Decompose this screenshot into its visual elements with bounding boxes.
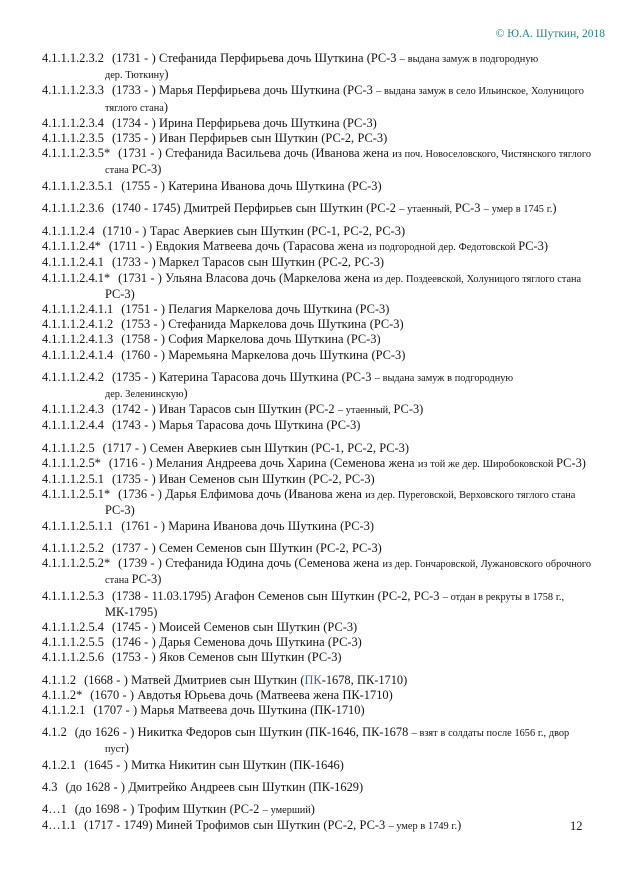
entry-row: [42, 635, 592, 650]
entry-row: [42, 83, 592, 115]
entry-row: [42, 818, 592, 834]
entry-number: 4.1.1.1.2.5.5: [42, 635, 104, 650]
entry-row: [42, 51, 592, 83]
entry-number: 4.1.1.1.2.3.4: [42, 115, 104, 130]
entry-row: [42, 519, 592, 534]
entry-text-run: (до 1626 - ) Никитка Федоров сын Шуткин (ПК-1646, ПК-1678: [74, 725, 412, 740]
entry-text-run: ): [552, 200, 557, 215]
entry-text-run: (1737 - ) Семен Семенов сын Шуткин (РС-2, РС-3): [111, 540, 382, 555]
entry-text-run: (1717 - ) Семен Аверкиев сын Шуткин (РС-1, РС-2, РС-3): [102, 440, 409, 455]
entry-text-run: – выдана замуж в село Ильинское, Холуницого тяглого стана: [105, 86, 584, 114]
entry-row: [42, 418, 592, 433]
entry-text-run: (1733 - ) Марья Перфирьева дочь Шуткина (РС-3: [111, 83, 377, 98]
entry-text-run: – отдан в рекруты в 1758 г.,: [442, 591, 565, 603]
entry-row: [42, 131, 592, 146]
entry-text-run: РС-3): [131, 162, 162, 177]
entry-text-run: (1743 - ) Марья Тарасова дочь Шуткина (РС-3): [111, 418, 361, 433]
entry-text-run: из поч. Новоселовского, Чистянского тяглого стана: [105, 149, 591, 177]
entry-row: [42, 650, 592, 665]
copyright-notice: © Ю.А. Шуткин, 2018: [495, 28, 605, 40]
entry-number: 4.1.1.1.2.4.2: [42, 369, 104, 384]
entry-text-run: (1736 - ) Дарья Елфимова дочь (Иванова жена: [118, 487, 366, 502]
entry-row: [42, 472, 592, 487]
entry-text-run: (1707 - ) Марья Матвеева дочь Шуткина (ПК-1710): [93, 702, 365, 717]
entry-text-run: ): [164, 67, 169, 82]
entry-text-run: (1711 - ) Евдокия Матвеева дочь (Тарасова жена: [108, 239, 368, 254]
entry-text-run: – взят в солдаты после 1656 г., двор пуст: [105, 728, 570, 756]
entry-number: 4.1.1.1.2.3.5*: [42, 146, 111, 161]
entry-text-run: МК-1795): [105, 604, 158, 619]
entry-row: [42, 201, 592, 217]
entry-row: [42, 116, 592, 131]
entry-text-run: ): [163, 99, 168, 114]
entry-text-run: РС-3): [518, 239, 548, 254]
entry-text-run: – умерший: [262, 804, 311, 816]
entry-number: 4.1.1.1.2.3.5: [42, 131, 104, 146]
entry-row: [42, 348, 592, 363]
entry-text-run: ): [310, 801, 315, 816]
entry-row: [42, 802, 592, 818]
entry-number: 4.1.1.1.2.4.3: [42, 402, 104, 417]
entry-row: [42, 620, 592, 635]
entry-row: [42, 302, 592, 317]
entry-number: 4.1.1.1.2.3.6: [42, 200, 104, 215]
entry-row: [42, 179, 592, 194]
entry-text-run: (1742 - ) Иван Тарасов сын Шуткин (РС-2: [111, 402, 338, 417]
entry-number: 4.1.1.1.2.3.3: [42, 83, 104, 98]
entry-number: 4.1.1.1.2.4.4: [42, 418, 104, 433]
entry-text-run: (1739 - ) Стефанида Юдина дочь (Семенова жена: [118, 556, 383, 571]
entry-row: [42, 725, 592, 757]
entry-number: 4.3: [42, 779, 58, 794]
entry-text-run: РС-3): [556, 455, 586, 470]
entry-row: [42, 703, 592, 718]
entry-row: [42, 673, 592, 688]
entry-text-run: из дер. Поздеевской, Холуницого тяглого стана: [373, 273, 582, 285]
entry-row: [42, 224, 592, 239]
entry-text-run: ): [124, 741, 129, 756]
pk-reference-link[interactable]: ПК: [304, 672, 322, 687]
entry-number: 4.1.2: [42, 725, 67, 740]
entry-text-run: (1735 - ) Иван Семенов сын Шуткин (РС-2, РС-3): [111, 472, 375, 487]
entry-text-run: (1738 - 11.03.1795) Агафон Семенов сын Шуткин (РС-2, РС-3: [111, 588, 443, 603]
entry-row: [42, 317, 592, 332]
entry-text-run: (1751 - ) Пелагия Маркелова дочь Шуткина (РС-3): [121, 302, 390, 317]
entry-number: 4.1.1.1.2.4.1.2: [42, 317, 114, 332]
entry-text-run: (1746 - ) Дарья Семенова дочь Шуткина (РС-3): [111, 635, 362, 650]
entry-text-run: (1758 - ) София Маркелова дочь Шуткина (РС-3): [121, 332, 381, 347]
entry-text-run: из подгородной дер. Федотовской: [367, 242, 519, 254]
entry-text-run: (1670 - ) Авдотья Юрьева дочь (Матвеева жена ПК-1710): [90, 687, 393, 702]
entry-text-run: РС-3): [131, 572, 162, 587]
entry-number: 4.1.1.1.2.5.1*: [42, 487, 111, 502]
entry-number: 4.1.1.1.2.5.3: [42, 588, 104, 603]
entry-number: 4.1.1.2: [42, 672, 77, 687]
entry-number: 4.1.1.1.2.4.1: [42, 255, 104, 270]
entry-text-run: из дер. Гончаровской, Лужановского оброчного стана: [105, 559, 592, 587]
entry-text-run: (1668 - ) Матвей Дмитриев сын Шуткин (: [84, 672, 305, 687]
entry-text-run: (1735 - ) Катерина Тарасова дочь Шуткина (РС-3: [111, 369, 375, 384]
entry-text-run: – выдана замуж в подгородную дер. Тюткину: [105, 54, 539, 82]
entry-row: [42, 402, 592, 418]
entry-text-run: РС-3: [454, 200, 484, 215]
entry-text-run: РС-3): [105, 503, 135, 518]
entry-row: [42, 370, 592, 402]
entry-number: 4.1.1.1.2.5*: [42, 455, 101, 470]
entry-number: 4.1.1.1.2.4*: [42, 239, 101, 254]
entry-text-run: ): [457, 818, 462, 833]
entry-row: [42, 456, 592, 472]
entry-text-run: – выдана замуж в подгородную дер. Зеленинскую: [105, 372, 514, 401]
entry-number: 4.1.1.1.2.5.1: [42, 472, 104, 487]
entry-text-run: (1716 - ) Мелания Андреева дочь Харина (Семенова жена: [108, 455, 418, 470]
entry-row: [42, 589, 592, 620]
entry-number: 4.1.1.1.2.5.4: [42, 619, 104, 634]
entry-number: 4.1.1.1.2.5.2: [42, 540, 104, 555]
entry-number: 4.1.1.1.2.4.1.1: [42, 302, 114, 317]
entry-text-run: (до 1698 - ) Трофим Шуткин (РС-2: [74, 801, 263, 816]
entry-number: 4.1.1.1.2.3.5.1: [42, 178, 114, 193]
page-number: 12: [570, 819, 583, 833]
entry-number: 4.1.2.1: [42, 757, 77, 772]
entry-text-run: (1740 - 1745) Дмитрей Перфирьев сын Шуткин (РС-2: [111, 200, 400, 215]
entry-number: 4.1.1.1.2.5: [42, 440, 95, 455]
entry-row: [42, 255, 592, 270]
entry-text-run: – утаенный,: [399, 203, 455, 215]
entry-number: 4.1.1.2.1: [42, 702, 86, 717]
entry-text-run: (1645 - ) Митка Никитин сын Шуткин (ПК-1646): [84, 757, 344, 772]
entry-text-run: из дер. Пуреговской, Верховского тяглого стана: [365, 490, 576, 502]
entry-text-run: (1731 - ) Стефанида Васильева дочь (Иванова жена: [118, 146, 393, 161]
entry-row: [42, 780, 592, 795]
entry-text-run: (1717 - 1749) Миней Трофимов сын Шуткин (РС-2, РС-3: [84, 818, 389, 833]
entry-row: [42, 441, 592, 456]
entry-row: [42, 146, 592, 178]
entry-text-run: – утаенный,: [337, 405, 394, 417]
entry-number: 4.1.1.1.2.4: [42, 224, 95, 239]
entry-text-run: (1745 - ) Моисей Семенов сын Шуткин (РС-3): [111, 619, 358, 634]
entry-row: [42, 239, 592, 255]
entry-text-run: РС-3): [393, 402, 424, 417]
entry-text-run: РС-3): [105, 286, 135, 301]
entry-text-run: (1755 - ) Катерина Иванова дочь Шуткина (РС-3): [121, 178, 382, 193]
entry-text-run: (1761 - ) Марина Иванова дочь Шуткина (РС-3): [121, 518, 374, 533]
entry-text-run: (1731 - ) Стефанида Перфирьева дочь Шуткина (РС-3: [111, 51, 400, 65]
entry-number: 4.1.1.1.2.4.1.3: [42, 332, 114, 347]
entry-text-run: (1753 - ) Стефанида Маркелова дочь Шуткина (РС-3): [121, 317, 404, 332]
entry-text-run: (1731 - ) Ульяна Власова дочь (Маркелова жена: [118, 270, 374, 285]
entry-row: [42, 487, 592, 518]
entry-number: 4.1.1.1.2.4.1*: [42, 270, 111, 285]
entry-text-run: -1678, ПК-1710): [321, 672, 408, 687]
entry-row: [42, 332, 592, 347]
entry-number: 4.1.1.1.2.4.1.4: [42, 347, 114, 362]
entry-text-run: (1735 - ) Иван Перфирьев сын Шуткин (РС-2, РС-3): [111, 131, 388, 146]
entry-text-run: (1710 - ) Тарас Аверкиев сын Шуткин (РС-1, РС-2, РС-3): [102, 224, 406, 239]
entry-text-run: (до 1628 - ) Дмитрейко Андреев сын Шуткин (ПК-1629): [65, 779, 364, 794]
entry-row: [42, 556, 592, 588]
entry-row: [42, 758, 592, 773]
entry-number: 4.1.1.2*: [42, 687, 83, 702]
entry-row: [42, 688, 592, 703]
entry-text-run: (1760 - ) Маремьяна Маркелова дочь Шуткина (РС-3): [121, 347, 406, 362]
entry-number: 4…1: [42, 801, 67, 816]
entry-text-run: – умер в 1745 г.: [483, 203, 553, 215]
entry-number: 4.1.1.1.2.5.1.1: [42, 518, 114, 533]
entry-number: 4.1.1.1.2.3.2: [42, 51, 104, 65]
entry-text-run: (1733 - ) Маркел Тарасов сын Шуткин (РС-2, РС-3): [111, 255, 385, 270]
genealogy-entries-list: [42, 51, 592, 834]
entry-text-run: (1734 - ) Ирина Перфирьева дочь Шуткина (РС-3): [111, 115, 377, 130]
entry-text-run: – умер в 1749 г.: [388, 821, 458, 833]
entry-row: [42, 271, 592, 302]
entry-number: 4.1.1.1.2.5.6: [42, 650, 104, 665]
entry-text-run: ): [183, 386, 188, 401]
entry-number: 4…1.1: [42, 818, 77, 833]
entry-row: [42, 541, 592, 556]
entry-text-run: из той же дер. Широбоковской: [417, 458, 557, 470]
entry-text-run: (1753 - ) Яков Семенов сын Шуткин (РС-3): [111, 650, 342, 665]
entry-number: 4.1.1.1.2.5.2*: [42, 556, 111, 571]
